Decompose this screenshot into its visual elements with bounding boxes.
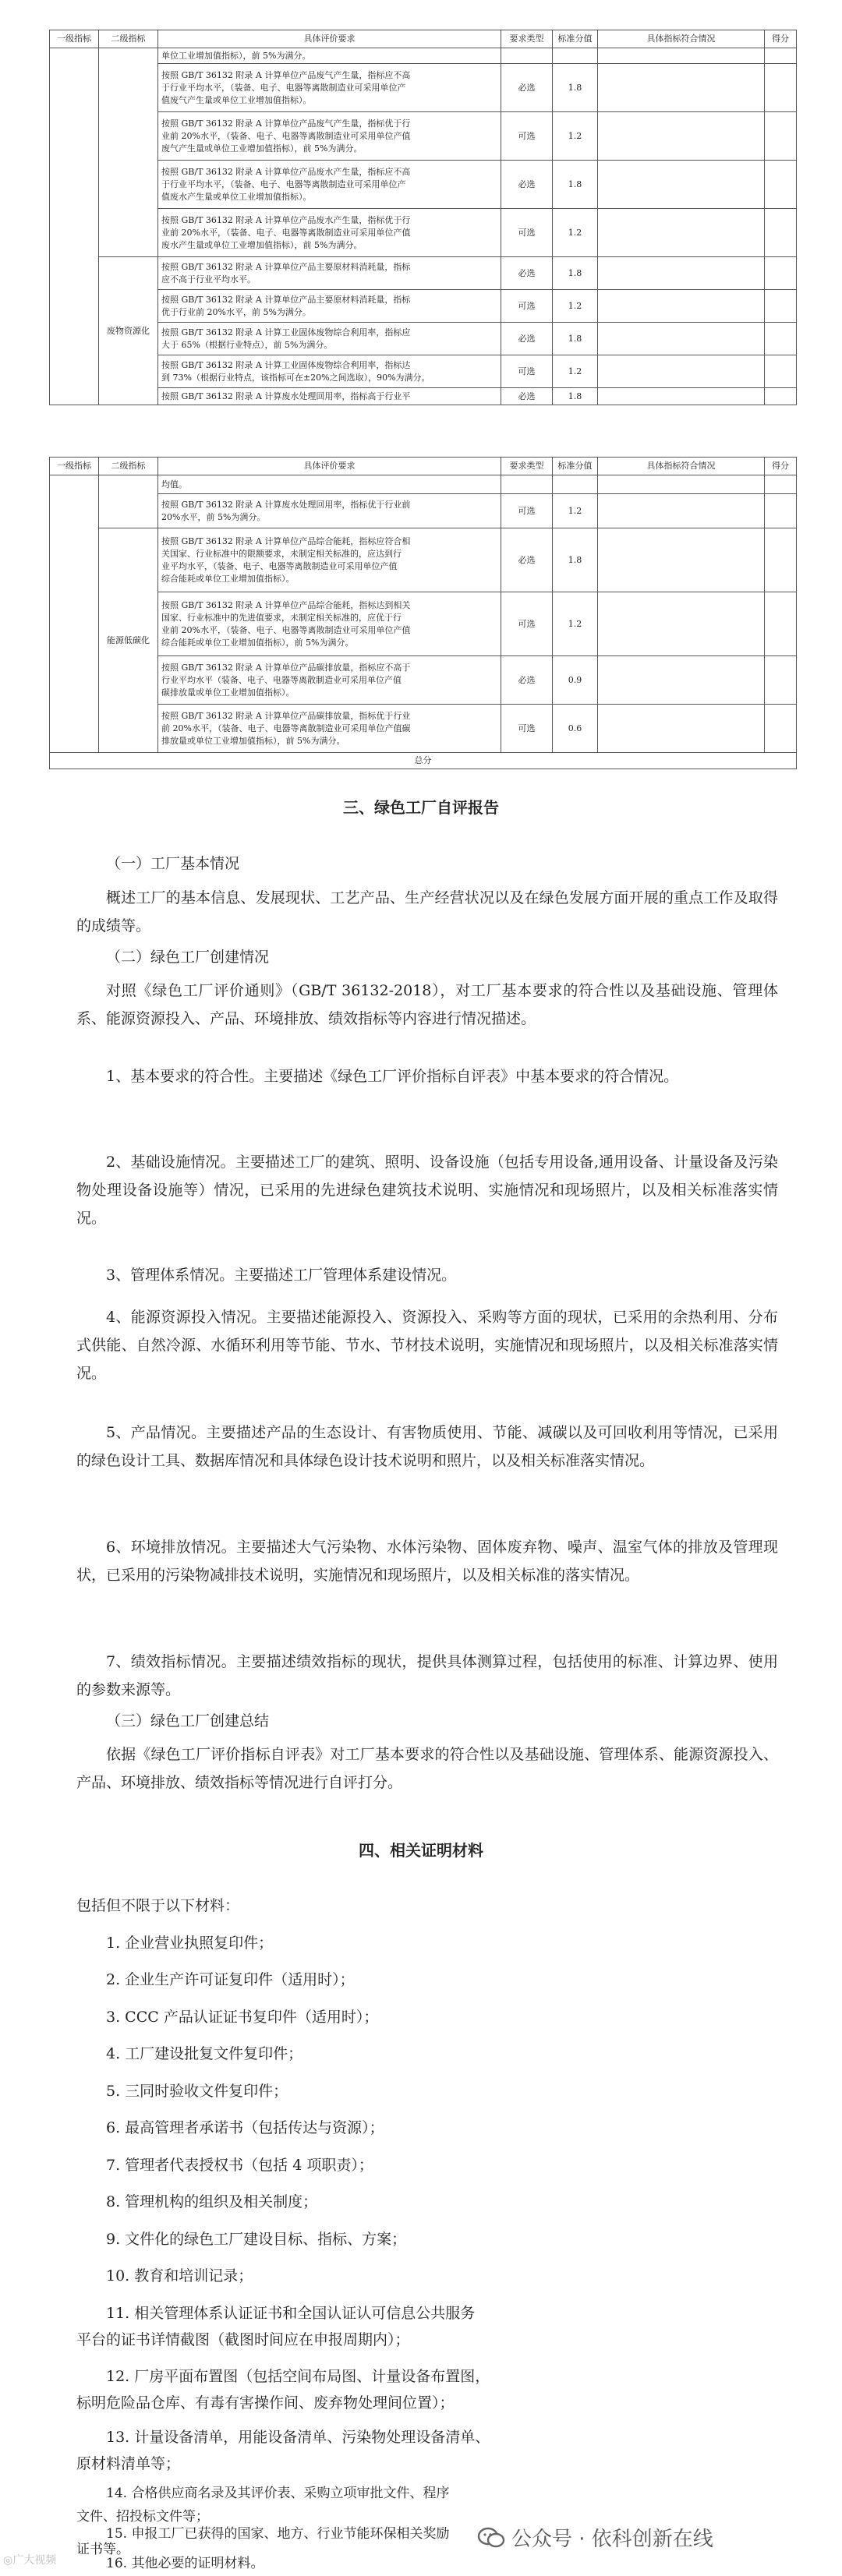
list-item: 1. 企业营业执照复印件；	[106, 1935, 274, 1952]
table-row: 按照 GB/T 36132 附录 A 计算废水处理回用率，指标高于行业平 必选 1.8	[50, 388, 797, 405]
total-row	[50, 753, 797, 769]
group-label: 能源低碳化	[99, 528, 158, 753]
list-item-cont: 标明危险品仓库、有毒有害操作间、废弃物处理间位置）；	[76, 2394, 455, 2412]
table-row	[50, 475, 797, 494]
table-row: 按照 GB/T 36132 附录 A 计算单位产品综合能耗，指标达到相关 国家、行业标准中的先进值要求，未制定相关标准的，应优于行 业前 20%水平，（装备、电子、电器等离散制造业可采用单位产值 综合能耗或单位工业增加值指标），前 5%为满分。 可选 1.2	[50, 592, 797, 656]
section3-para3: 依据《绿色工厂评价指标自评表》对工厂基本要求的符合性以及基础设施、管理体系、能源资源投入、产品、环境排放、绩效指标等情况进行自评打分。	[76, 1746, 778, 1791]
requirement-cell: 按照 GB/T 36132 附录 A 计算单位产品主要原材料消耗量，指标 优于行业前 20%水平，前 5%为满分。	[158, 290, 501, 323]
watermark-text: 公众号 · 依科创新在线	[511, 2528, 713, 2551]
list-item: 13. 计量设备清单，用能设备清单、污染物处理设备清单、	[106, 2429, 490, 2446]
table-row: 按照 GB/T 36132 附录 A 计算单位产品废水产生量，指标优于行 业前 20%水平，（装备、电子、电器等离散制造业可采用单位产值 废水产生量或单位工业增加值指标），前 5%为满分。 可选 1.2	[50, 209, 797, 257]
table-row: 按照 GB/T 36132 附录 A 计算废水处理回用率，指标优于行业前 20%水平，前 5%为满分。 可选 1.2	[50, 494, 797, 528]
list-item: 11. 相关管理体系认证证书和全国认证认可信息公共服务	[106, 2305, 476, 2322]
requirement-cell: 按照 GB/T 36132 附录 A 计算工业固体废物综合利用率，指标应 大于 65%（根据行业特点），前 5%为满分。	[158, 323, 501, 355]
requirement-cell: 按照 GB/T 36132 附录 A 计算单位产品碳排放量，指标应不高于 行业平均水平（装备、电子、电器等离散制造业可采用单位产值 碳排放量或单位工业增加值指标）。	[158, 656, 501, 705]
requirement-cell: 按照 GB/T 36132 附录 A 计算单位产品综合能耗，指标应符合相 关国家、行业标准中的限额要求，未制定相关标准的，应达到行 业平均水平，（装备、电子、电器等离散制造业可采用单位产值 综合能耗或单位工业增加值指标）。	[158, 528, 501, 592]
section3-item: 2、基础设施情况。主要描述工厂的建筑、照明、设备设施（包括专用设备,通用设备、计量设备及污染物处理设备设施等）情况，已采用的先进绿色建筑技术说明、实施情况和现场照片，以及相关标准落实情况。	[76, 1154, 778, 1227]
table-row	[50, 48, 797, 64]
list-item-cont: 原材料清单等；	[76, 2455, 181, 2472]
requirement-cell: 单位工业增加值指标），前 5%为满分。	[158, 48, 501, 64]
section3-item: 1、基本要求的符合性。主要描述《绿色工厂评价指标自评表》中基本要求的符合情况。	[106, 1068, 679, 1085]
section3-title: 三、绿色工厂自评报告	[343, 798, 499, 817]
col-header: 具体指标符合情况	[598, 30, 765, 48]
group-label: 废物资源化	[99, 257, 158, 405]
col-header: 得分	[765, 30, 797, 48]
col-header: 具体评价要求	[158, 30, 501, 48]
requirement-cell: 按照 GB/T 36132 附录 A 计算单位产品碳排放量，指标优于行业 前 20%水平，（装备、电子、电器等离散制造业可采用单位产值碳 排放量或单位工业增加值指标），前 5%为满分。	[158, 705, 501, 753]
requirement-cell: 按照 GB/T 36132 附录 A 计算单位产品废水产生量，指标应不高 于行业平均水平，（装备、电子、电器等离散制造业可采用单位产 值废水产生量或单位工业增加值指标）。	[158, 161, 501, 209]
col-header: 标准分值	[553, 30, 598, 48]
list-item: 15. 申报工厂已获得的国家、地方、行业节能环保相关奖励	[106, 2526, 450, 2542]
requirement-cell: 按照 GB/T 36132 附录 A 计算单位产品主要原材料消耗量，指标 应不高于行业平均水平。	[158, 257, 501, 290]
col-header: 一级指标	[50, 30, 99, 48]
list-item: 3. CCC 产品认证证书复印件（适用时）；	[106, 2009, 379, 2026]
col-header: 一级指标	[50, 458, 99, 475]
section3-sub3: （三）绿色工厂创建总结	[106, 1712, 270, 1730]
col-header: 二级指标	[99, 458, 158, 475]
table-row: 按照 GB/T 36132 附录 A 计算单位产品碳排放量，指标优于行业 前 20%水平，（装备、电子、电器等离散制造业可采用单位产值碳 排放量或单位工业增加值指标），前 5%为满分。 可选 0.6	[50, 705, 797, 753]
requirement-cell: 按照 GB/T 36132 附录 A 计算单位产品废气产生量，指标优于行 业前 20%水平，（装备、电子、电器等离散制造业可采用单位产值 废气产生量或单位工业增加值指标），前 5%为满分。	[158, 112, 501, 161]
list-item-cont: 文件、招投标文件等；	[76, 2509, 209, 2525]
section3-item: 6、环境排放情况。主要描述大气污染物、水体污染物、固体废弃物、噪声、温室气体的排放及管理现状，已采用的污染物减排技术说明，实施情况和现场照片，以及相关标准的落实情况。	[76, 1539, 778, 1584]
col-header: 要求类型	[501, 30, 553, 48]
list-item: 9. 文件化的绿色工厂建设目标、指标、方案；	[106, 2231, 407, 2248]
total-label: 总分	[50, 753, 797, 769]
section3-para2: 对照《绿色工厂评价通则》（GB/T 36132-2018），对工厂基本要求的符合性以及基础设施、管理体系、能源资源投入、产品、环境排放、绩效指标等内容进行情况描述。	[76, 982, 778, 1027]
section3-item: 3、管理体系情况。主要描述工厂管理体系建设情况。	[106, 1267, 457, 1284]
table-row: 按照 GB/T 36132 附录 A 计算单位产品废水产生量，指标应不高 于行业平均水平，（装备、电子、电器等离散制造业可采用单位产 值废水产生量或单位工业增加值指标）。 必选 1.8	[50, 161, 797, 209]
section3-item: 4、能源资源投入情况。主要描述能源投入、资源投入、采购等方面的现状，已采用的余热利用、分布式供能、自然冷源、水循环利用等节能、节水、节材技术说明，实施情况和现场照片，以及相关标准落实情况。	[76, 1309, 778, 1382]
col-header: 要求类型	[501, 458, 553, 475]
table-row: 按照 GB/T 36132 附录 A 计算单位产品废气产生量，指标优于行 业前 20%水平，（装备、电子、电器等离散制造业可采用单位产值 废气产生量或单位工业增加值指标），前 5%为满分。 可选 1.2	[50, 112, 797, 161]
list-item-cont: 平台的证书详情截图（截图时间应在申报周期内）；	[76, 2331, 410, 2348]
list-item: 7. 管理者代表授权书（包括 4 项职责）；	[106, 2157, 373, 2174]
section3-sub1: （一）工厂基本情况	[106, 855, 240, 872]
requirement-cell: 按照 GB/T 36132 附录 A 计算单位产品废气产生量，指标应不高 于行业平均水平，（装备、电子、电器等离散制造业可采用单位产 值废气产生量或单位工业增加值指标）。	[158, 64, 501, 112]
evaluation-table-part2	[49, 457, 797, 769]
table-header-row	[50, 458, 797, 475]
section3-sub2: （二）绿色工厂创建情况	[106, 949, 270, 966]
section4-intro: 包括但不限于以下材料：	[76, 1897, 240, 1914]
list-item: 12. 厂房平面布置图（包括空间布局图、计量设备布置图，	[106, 2368, 490, 2385]
section3-para1: 概述工厂的基本信息、发展现状、工艺产品、生产经营状况以及在绿色发展方面开展的重点工作及取得的成绩等。	[76, 889, 778, 935]
list-item: 5. 三同时验收文件复印件；	[106, 2083, 288, 2100]
section4-title: 四、相关证明材料	[359, 1841, 483, 1860]
list-item: 4. 工厂建设批复文件复印件；	[106, 2045, 303, 2062]
list-item: 2. 企业生产许可证复印件（适用时）；	[106, 1971, 355, 1988]
evaluation-table-part1	[49, 30, 797, 405]
list-item: 16. 其他必要的证明材料。	[106, 2556, 264, 2571]
col-header: 标准分值	[553, 458, 598, 475]
table-row: 按照 GB/T 36132 附录 A 计算单位产品主要原材料消耗量，指标 优于行业前 20%水平，前 5%为满分。 可选 1.2	[50, 290, 797, 323]
requirement-cell: 按照 GB/T 36132 附录 A 计算单位产品综合能耗，指标达到相关 国家、行业标准中的先进值要求，未制定相关标准的，应优于行 业前 20%水平，（装备、电子、电器等离散制造业可采用单位产值 综合能耗或单位工业增加值指标），前 5%为满分。	[158, 592, 501, 656]
table-row: 按照 GB/T 36132 附录 A 计算工业固体废物综合利用率，指标应 大于 65%（根据行业特点），前 5%为满分。 必选 1.8	[50, 323, 797, 355]
requirement-cell: 按照 GB/T 36132 附录 A 计算废水处理回用率，指标高于行业平	[158, 388, 501, 405]
watermark-left: ◎广大视频	[3, 2554, 57, 2567]
col-header: 具体评价要求	[158, 458, 501, 475]
requirement-cell: 按照 GB/T 36132 附录 A 计算单位产品废水产生量，指标优于行 业前 20%水平，（装备、电子、电器等离散制造业可采用单位产值 废水产生量或单位工业增加值指标），前 5%为满分。	[158, 209, 501, 257]
requirement-cell: 按照 GB/T 36132 附录 A 计算废水处理回用率，指标优于行业前 20%水平，前 5%为满分。	[158, 494, 501, 528]
list-item: 10. 教育和培训记录；	[106, 2267, 253, 2284]
table-row: 按照 GB/T 36132 附录 A 计算单位产品碳排放量，指标应不高于 行业平均水平（装备、电子、电器等离散制造业可采用单位产值 碳排放量或单位工业增加值指标）。 必选 0.9	[50, 656, 797, 705]
table-row: 能源低碳化 按照 GB/T 36132 附录 A 计算单位产品综合能耗，指标应符合相 关国家、行业标准中的限额要求，未制定相关标准的，应达到行 业平均水平，（装备、电子、电器等离散制造业可采用单位产值 综合能耗或单位工业增加值指标）。 必选 1.8	[50, 528, 797, 592]
col-header: 得分	[765, 458, 797, 475]
section3-item: 7、绩效指标情况。主要描述绩效指标的现状，提供具体测算过程，包括使用的标准、计算边界、使用的参数来源等。	[76, 1653, 778, 1698]
list-item: 6. 最高管理者承诺书（包括传达与资源）；	[106, 2119, 384, 2136]
list-item: 8. 管理机构的组织及相关制度；	[106, 2193, 318, 2210]
requirement-cell: 按照 GB/T 36132 附录 A 计算工业固体废物综合利用率，指标达 到 73%（根据行业特点，该指标可在±20%之间选取），90%为满分。	[158, 355, 501, 388]
table-row: 按照 GB/T 36132 附录 A 计算单位产品废气产生量，指标应不高 于行业平均水平，（装备、电子、电器等离散制造业可采用单位产 值废气产生量或单位工业增加值指标）。 必选 1.8	[50, 64, 797, 112]
list-item: 14. 合格供应商名录及其评价表、采购立项审批文件、程序	[106, 2486, 450, 2501]
table-header-row	[50, 30, 797, 48]
table-row: 按照 GB/T 36132 附录 A 计算工业固体废物综合利用率，指标达 到 73%（根据行业特点，该指标可在±20%之间选取），90%为满分。 可选 1.2	[50, 355, 797, 388]
requirement-cell: 均值。	[158, 475, 501, 494]
col-header: 具体指标符合情况	[598, 458, 765, 475]
table-row: 废物资源化 按照 GB/T 36132 附录 A 计算单位产品主要原材料消耗量，指标 应不高于行业平均水平。 必选 1.8	[50, 257, 797, 290]
list-item-cont: 证书等。	[76, 2542, 129, 2557]
col-header: 二级指标	[99, 30, 158, 48]
section3-item: 5、产品情况。主要描述产品的生态设计、有害物质使用、节能、减碳以及可回收利用等情况，已采用的绿色设计工具、数据库情况和具体绿色设计技术说明和照片，以及相关标准落实情况。	[76, 1424, 778, 1469]
